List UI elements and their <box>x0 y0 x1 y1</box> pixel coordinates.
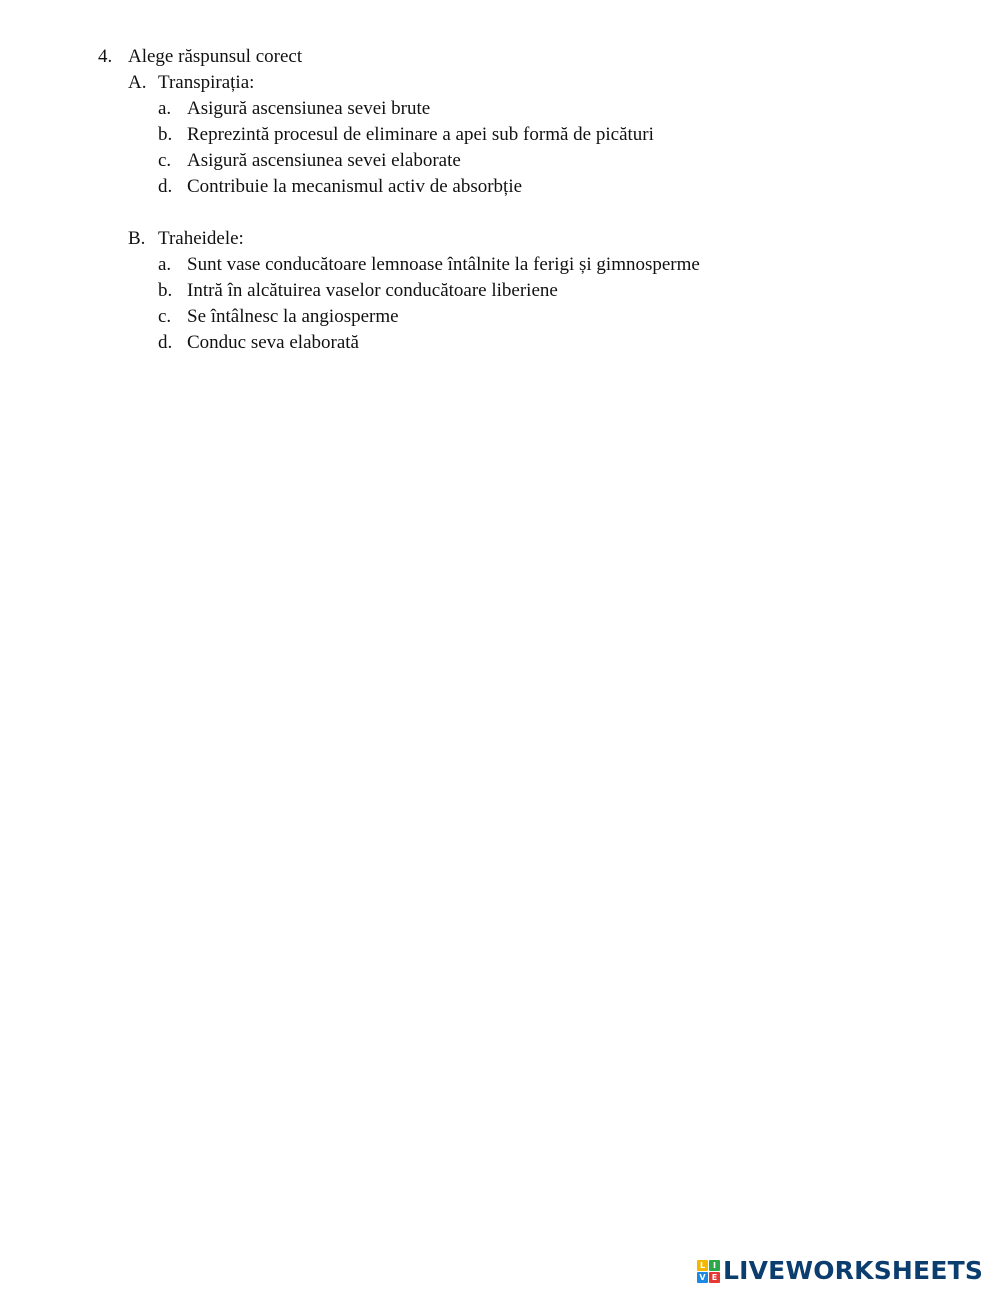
answer-option[interactable] <box>0 175 1000 199</box>
liveworksheets-logo[interactable] <box>697 1256 983 1286</box>
option-letter: c. <box>158 150 172 171</box>
section-letter: B. <box>128 228 146 249</box>
section-b-heading <box>0 227 1000 251</box>
option-letter: d. <box>158 332 173 353</box>
answer-option[interactable] <box>0 123 1000 147</box>
option-text: Asigură ascensiunea sevei elaborate <box>187 150 461 171</box>
option-text: Asigură ascensiunea sevei brute <box>187 98 431 119</box>
logo-block: L <box>697 1260 708 1271</box>
option-text: Reprezintă procesul de eliminare a apei sub formă de picături <box>187 124 654 145</box>
answer-option[interactable] <box>0 97 1000 121</box>
answer-option[interactable] <box>0 253 1000 277</box>
answer-option[interactable] <box>0 279 1000 303</box>
option-text: Contribuie la mecanismul activ de absorbție <box>187 176 523 197</box>
logo-block: E <box>709 1272 720 1283</box>
option-letter: b. <box>158 124 173 145</box>
option-letter: a. <box>158 98 172 119</box>
option-text: Se întâlnesc la angiosperme <box>187 306 399 327</box>
question-prompt: Alege răspunsul corect <box>128 46 303 67</box>
logo-text: LIVEWORKSHEETS <box>723 1256 984 1285</box>
option-letter: b. <box>158 280 173 301</box>
logo-blocks-icon <box>697 1260 720 1283</box>
option-text: Conduc seva elaborată <box>187 332 359 353</box>
section-a-heading <box>0 71 1000 95</box>
section-title: Transpirația: <box>158 72 255 93</box>
section-letter: A. <box>128 72 147 93</box>
option-letter: d. <box>158 176 173 197</box>
answer-option[interactable] <box>0 331 1000 355</box>
option-letter: a. <box>158 254 172 275</box>
section-title: Traheidele: <box>158 228 244 249</box>
answer-option[interactable] <box>0 305 1000 329</box>
option-text: Sunt vase conducătoare lemnoase întâlnite la ferigi și gimnosperme <box>187 254 700 275</box>
question-number: 4. <box>98 46 113 67</box>
answer-option[interactable] <box>0 149 1000 173</box>
option-text: Intră în alcătuirea vaselor conducătoare liberiene <box>187 280 558 301</box>
option-letter: c. <box>158 306 172 327</box>
logo-block: V <box>697 1272 708 1283</box>
logo-block: I <box>709 1260 720 1271</box>
question-heading <box>0 45 1000 69</box>
